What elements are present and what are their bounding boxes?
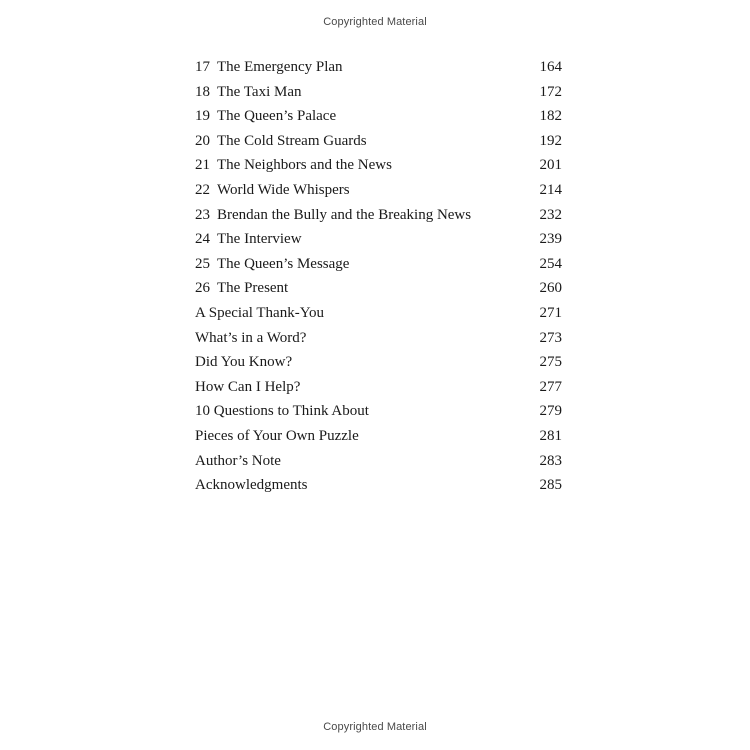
chapter-title: The Emergency Plan (217, 59, 343, 75)
toc-entry[interactable] (195, 153, 562, 178)
table-of-contents (195, 55, 562, 498)
toc-title-group (195, 276, 288, 301)
chapter-number: 23 (195, 206, 210, 223)
page-number: 279 (539, 403, 562, 420)
toc-title-group (195, 227, 302, 252)
toc-title-group (195, 449, 281, 474)
toc-entry[interactable] (195, 350, 562, 375)
toc-title-group (195, 129, 367, 154)
chapter-title: The Queen’s Palace (217, 108, 337, 125)
page-number: 275 (539, 354, 562, 371)
toc-entry[interactable] (195, 276, 562, 301)
section-title: How Can I Help? (195, 378, 301, 395)
toc-entry[interactable] (195, 227, 562, 252)
toc-entry[interactable] (195, 449, 562, 474)
toc-title-group (195, 178, 350, 203)
page-number: 201 (539, 157, 562, 174)
toc-entry[interactable] (195, 55, 562, 80)
toc-title-group (195, 350, 292, 375)
chapter-number: 17 (195, 59, 210, 75)
section-title: A Special Thank-You (195, 304, 325, 321)
toc-entry[interactable] (195, 178, 562, 203)
page-number: 254 (539, 255, 562, 272)
section-title: Pieces of Your Own Puzzle (195, 427, 359, 444)
page-number: 273 (539, 329, 562, 346)
chapter-number: 20 (195, 132, 210, 149)
page-number: 283 (539, 452, 562, 469)
chapter-title: The Interview (217, 231, 302, 248)
toc-title-group (195, 424, 359, 449)
toc-entry[interactable] (195, 203, 562, 228)
toc-entry[interactable] (195, 326, 562, 351)
toc-entry[interactable] (195, 252, 562, 277)
section-title: What’s in a Word? (195, 329, 307, 346)
toc-title-group (195, 104, 336, 129)
page-number: 277 (539, 378, 562, 395)
page-number: 281 (539, 427, 562, 444)
chapter-number: 24 (195, 231, 210, 248)
toc-title-group (195, 153, 392, 178)
toc-entry[interactable] (195, 104, 562, 129)
chapter-number: 26 (195, 280, 210, 297)
chapter-title: Brendan the Bully and the Breaking News (217, 206, 472, 223)
page-number: 192 (539, 132, 562, 149)
toc-title-group (195, 55, 343, 80)
page-number: 182 (539, 108, 562, 125)
chapter-number: 21 (195, 157, 210, 174)
page-number: 271 (539, 304, 562, 321)
page-number: 214 (539, 181, 562, 198)
page-number: 239 (539, 231, 562, 248)
chapter-title: The Taxi Man (217, 83, 302, 100)
copyright-watermark-bottom: Copyrighted Material (323, 721, 427, 733)
section-title: 10 Questions to Think About (195, 403, 369, 420)
toc-entry[interactable] (195, 301, 562, 326)
toc-title-group (195, 473, 307, 498)
chapter-number: 25 (195, 255, 210, 272)
toc-entry[interactable] (195, 375, 562, 400)
section-title: Acknowledgments (195, 477, 308, 494)
toc-entry[interactable] (195, 424, 562, 449)
section-title: Author’s Note (195, 452, 281, 469)
copyright-watermark-top: Copyrighted Material (323, 16, 427, 28)
chapter-title: The Present (217, 280, 289, 297)
toc-title-group (195, 375, 300, 400)
chapter-number: 18 (195, 83, 210, 100)
page-number: 164 (539, 59, 562, 75)
toc-entry[interactable] (195, 129, 562, 154)
toc-title-group (195, 301, 324, 326)
toc-title-group (195, 252, 349, 277)
section-title: Did You Know? (195, 354, 293, 371)
toc-title-group (195, 399, 369, 424)
chapter-title: The Neighbors and the News (217, 157, 392, 174)
chapter-number: 19 (195, 108, 210, 125)
toc-entry[interactable] (195, 473, 562, 498)
toc-title-group (195, 80, 302, 105)
toc-entry[interactable] (195, 80, 562, 105)
toc-title-group (195, 203, 471, 228)
chapter-title: The Cold Stream Guards (217, 132, 367, 149)
chapter-title: The Queen’s Message (217, 255, 350, 272)
toc-title-group (195, 326, 306, 351)
page-number: 260 (539, 280, 562, 297)
page-number: 172 (539, 83, 562, 100)
chapter-title: World Wide Whispers (217, 181, 350, 198)
toc-entry[interactable] (195, 399, 562, 424)
chapter-number: 22 (195, 181, 210, 198)
page-number: 285 (539, 477, 562, 494)
page-number: 232 (539, 206, 562, 223)
